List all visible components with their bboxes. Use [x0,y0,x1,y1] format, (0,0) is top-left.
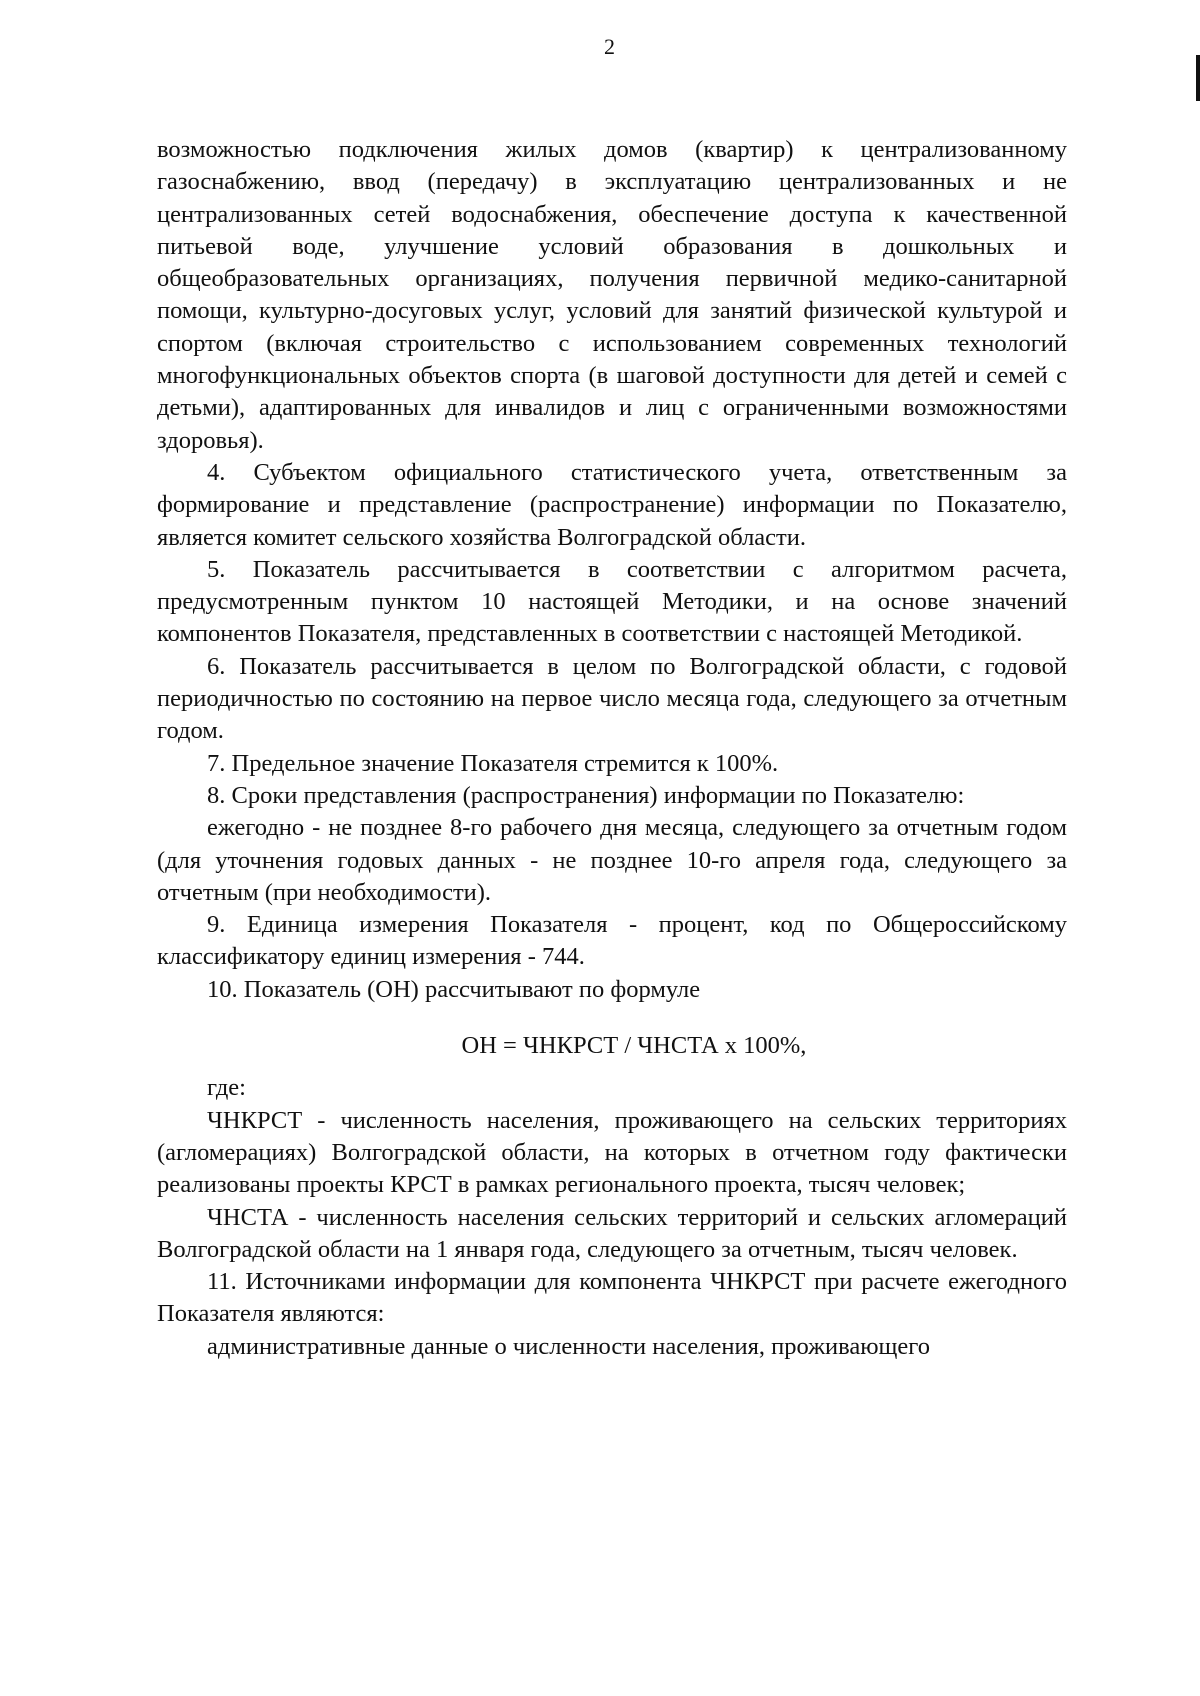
paragraph-item-9: 9. Единица измерения Показателя - процент, код по Общероссийскому классификатору единиц измерения - 744. [157,911,1067,971]
paragraph-item-7: 7. Предельное значение Показателя стремится к 100%. [207,749,779,777]
scan-edge-mark [1196,55,1200,101]
paragraph-definition-chnkrst: ЧНКРСТ - численность населения, проживающего на сельских территориях (агломерациях) Волгоградской области, на которых в отчетном году фактически реализованы проекты КРСТ в рамках регионального проекта, тысяч человек; [157,1106,1067,1199]
paragraph-item-6: 6. Показатель рассчитывается в целом по Волгоградской области, с годовой периодичностью по состоянию на первое число месяца года, следующего за отчетным годом. [157,652,1067,745]
paragraph-continuation: возможностью подключения жилых домов (квартир) к централизованному газоснабжению, ввод (передачу) в эксплуатацию централизованных и не централизованных сетей водоснабжения, обеспечение доступа к качественной питьевой воде, улучшение условий образования в дошкольных и общеобразовательных организациях, получения первичной медико-санитарной помощи, культурно-досуговых услуг, условий для занятий физической культурой и спортом (включая строительство с использованием современных технологий многофункциональных объектов спорта (в шаговой доступности для детей и семей с детьми), адаптированных для инвалидов и лиц с ограниченными возможностями здоровья). [157,136,1067,454]
formula: ОН = ЧНКРСТ / ЧНСТА х 100%, [461,1032,807,1060]
document-body [157,134,1067,1363]
paragraph-item-11: 11. Источниками информации для компонента ЧНКРСТ при расчете ежегодного Показателя являются: [157,1268,1067,1328]
paragraph-deadline: ежегодно - не позднее 8-го рабочего дня месяца, следующего за отчетным годом (для уточнения годовых данных - не позднее 10-го апреля года, следующего за отчетным (при необходимости). [157,814,1067,906]
paragraph-admin-data: административные данные о численности населения, проживающего [207,1332,930,1360]
paragraph-item-8: 8. Сроки представления (распространения) информации по Показателю: [207,781,965,809]
paragraph-item-5: 5. Показатель рассчитывается в соответствии с алгоритмом расчета, предусмотренным пунктом 10 настоящей Методики, и на основе значений компонентов Показателя, представленных в соответствии с настоящей Методикой. [157,555,1067,648]
page-number: 2 [604,34,615,59]
paragraph-definition-chnsta: ЧНСТА - численность населения сельских территорий и сельских агломераций Волгоградской области на 1 января года, следующего за отчетным, тысяч человек. [157,1203,1067,1263]
paragraph-where: где: [207,1074,246,1102]
paragraph-item-4: 4. Субъектом официального статистического учета, ответственным за формирование и представление (распространение) информации по Показателю, является комитет сельского хозяйства Волгоградской области. [157,458,1067,551]
paragraph-item-10: 10. Показатель (ОН) рассчитывают по формуле [207,975,701,1003]
